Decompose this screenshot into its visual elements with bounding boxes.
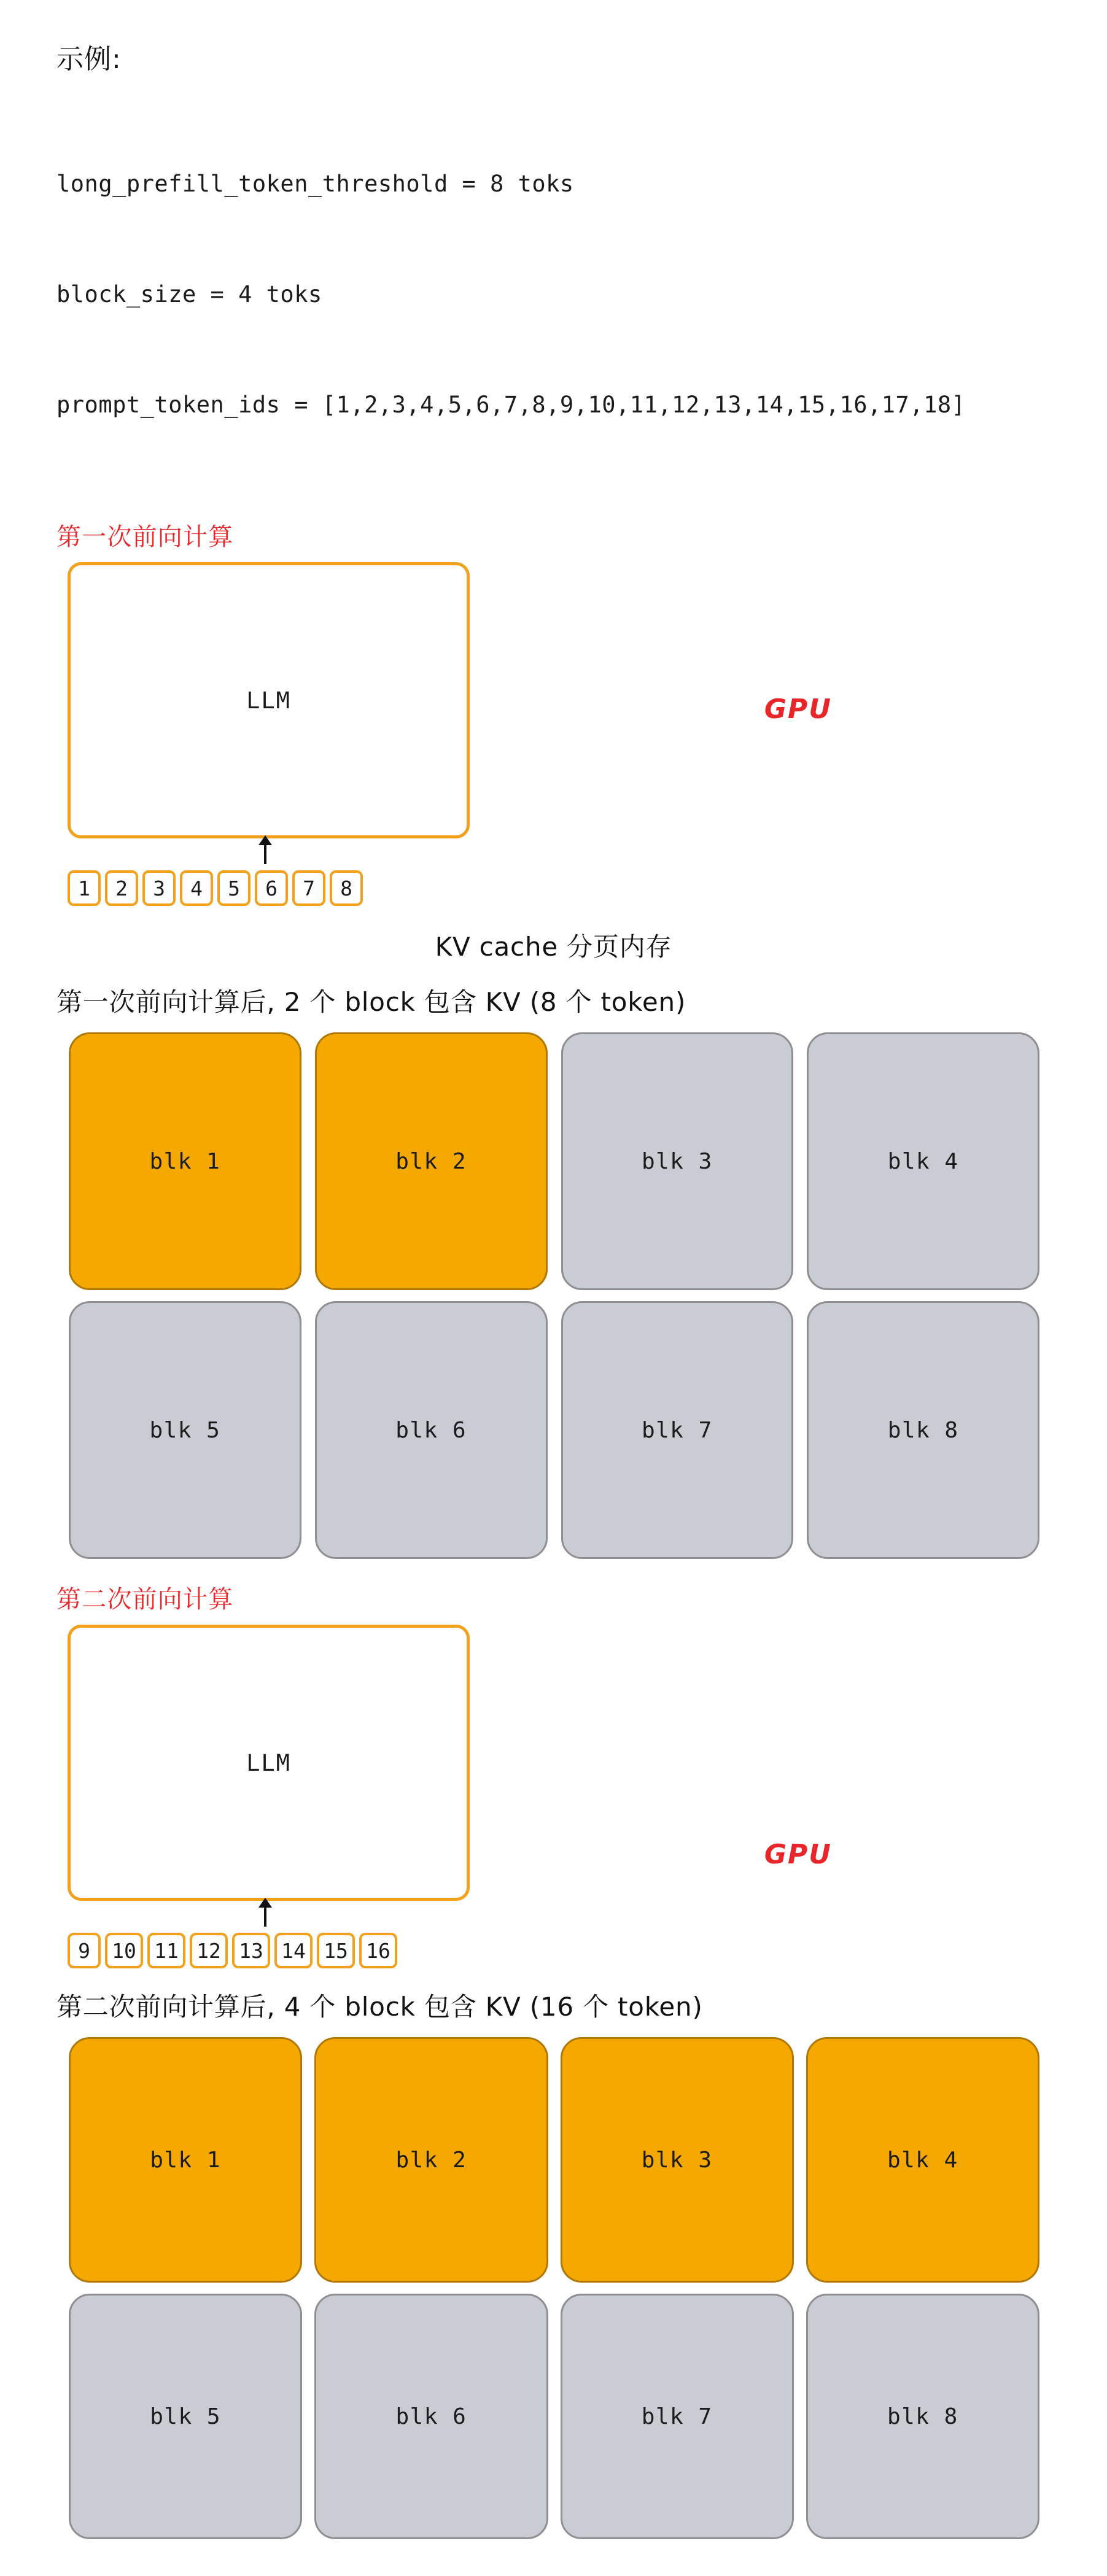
- token-cell: 10: [105, 1933, 143, 1968]
- after-second-pass-title: 第二次前向计算后, 4 个 block 包含 KV (16 个 token): [56, 1992, 703, 2022]
- llm-label: LLM: [246, 1749, 291, 1776]
- token-cell: 2: [105, 870, 138, 906]
- token-cell: 15: [317, 1933, 355, 1968]
- token-cell: 8: [330, 870, 363, 906]
- token-cell: 13: [232, 1933, 270, 1968]
- llm-box-first: [68, 562, 470, 838]
- token-cell: 1: [68, 870, 101, 906]
- config-code-block: [56, 92, 1064, 497]
- token-cell: 3: [142, 870, 176, 906]
- token-cell: 6: [255, 870, 288, 906]
- llm-box-second: [68, 1625, 470, 1901]
- block-cell: blk 4: [807, 1032, 1039, 1290]
- block-cell: blk 6: [314, 2294, 548, 2539]
- block-cell: blk 7: [561, 2294, 794, 2539]
- token-cell: 5: [217, 870, 251, 906]
- code-line-prompt-ids: prompt_token_ids = [1,2,3,4,5,6,7,8,9,10,11,12,13,14,15,16,17,18]: [56, 391, 966, 418]
- code-line-threshold: long_prefill_token_threshold = 8 toks: [56, 170, 574, 197]
- token-cell: 4: [180, 870, 213, 906]
- second-pass-llm-area: [68, 1625, 1064, 1901]
- block-grid-after-first: [69, 1032, 1039, 1559]
- block-cell: blk 1: [69, 2037, 302, 2283]
- code-line-block-size: block_size = 4 toks: [56, 280, 322, 307]
- token-cell: 7: [292, 870, 325, 906]
- block-cell: blk 1: [69, 1032, 301, 1290]
- token-cell: 11: [147, 1933, 185, 1968]
- block-cell: blk 8: [807, 1301, 1039, 1559]
- kv-cache-title: KV cache 分页内存: [435, 932, 672, 962]
- block-cell: blk 4: [806, 2037, 1039, 2283]
- token-cell: 16: [359, 1933, 397, 1968]
- block-cell: blk 3: [561, 2037, 794, 2283]
- block-cell: blk 2: [314, 2037, 548, 2283]
- token-cell: 12: [190, 1933, 228, 1968]
- first-pass-title: 第一次前向计算: [56, 523, 234, 552]
- arrow-up-icon: [264, 837, 266, 864]
- arrow-up-icon: [264, 1900, 266, 1927]
- block-cell: blk 6: [315, 1301, 548, 1559]
- first-pass-llm-area: [68, 562, 1064, 838]
- block-cell: blk 3: [561, 1032, 794, 1290]
- llm-label: LLM: [246, 687, 291, 714]
- gpu-label-second: GPU: [764, 1839, 832, 1870]
- after-first-pass-title: 第一次前向计算后, 2 个 block 包含 KV (8 个 token): [56, 987, 686, 1018]
- block-cell: blk 5: [69, 1301, 301, 1559]
- token-cell: 9: [68, 1933, 101, 1968]
- token-row-first-pass: [68, 870, 1064, 906]
- block-cell: blk 8: [806, 2294, 1039, 2539]
- token-row-second-pass: [68, 1933, 1064, 1968]
- second-pass-title: 第二次前向计算: [56, 1585, 234, 1614]
- page-title: 示例:: [56, 44, 122, 75]
- block-grid-after-second: [69, 2037, 1039, 2539]
- block-cell: blk 2: [315, 1032, 548, 1290]
- token-cell: 14: [274, 1933, 313, 1968]
- gpu-label-first: GPU: [764, 694, 832, 725]
- block-cell: blk 5: [69, 2294, 302, 2539]
- block-cell: blk 7: [561, 1301, 794, 1559]
